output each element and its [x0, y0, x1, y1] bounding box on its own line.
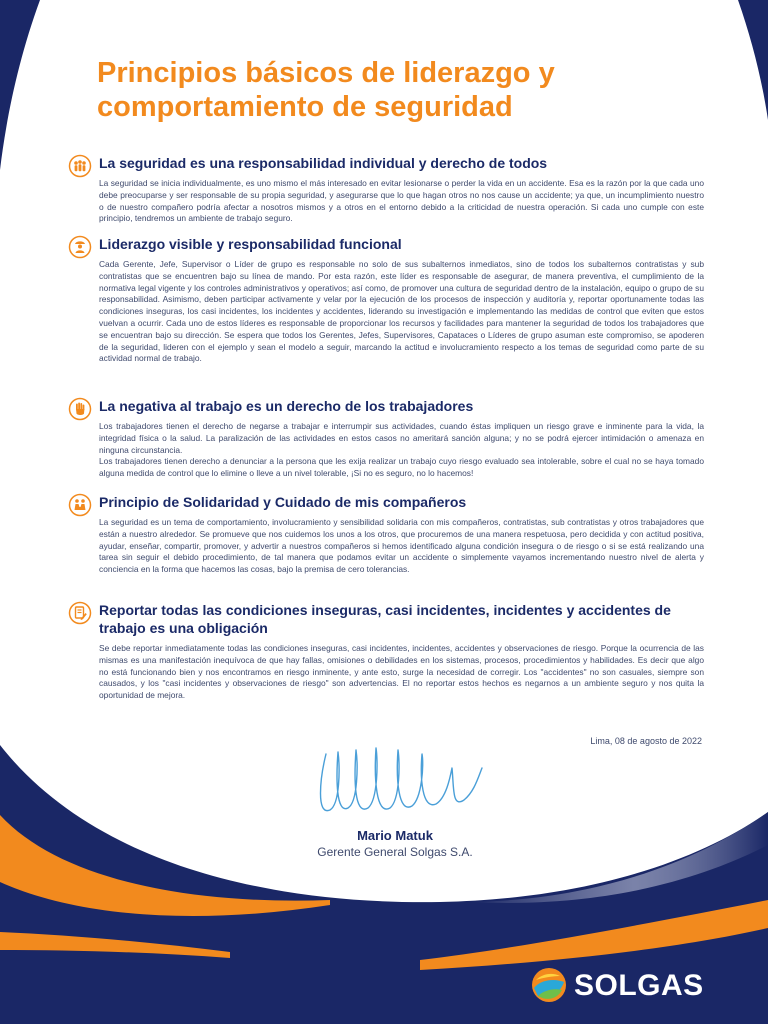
section-paragraph: Los trabajadores tienen derecho a denunciar a la persona que les exija realizar un trabajo cuyo riesgo evaluado sea intolerable, sobre el cual no se haya tomado alguna medida de control que lo elimine o lleve a un nivel tolerable, ¡Si no es seguro, no lo hacemos!: [99, 456, 704, 479]
section-body: [99, 517, 704, 576]
stop-hand-icon: [68, 397, 92, 421]
section-heading: Principio de Solidaridad y Cuidado de mis compañeros: [99, 494, 467, 510]
section-body: [99, 643, 704, 702]
principle-section-3: [68, 397, 704, 480]
section-heading: Reportar todas las condiciones inseguras, casi incidentes, incidentes y accidentes de trabajo es una obligación: [99, 602, 671, 636]
principle-section-1: [68, 154, 704, 225]
handwritten-signature: [318, 738, 488, 828]
section-heading: La negativa al trabajo es un derecho de los trabajadores: [99, 398, 474, 414]
solgas-logo: [530, 966, 730, 1006]
section-paragraph: Cada Gerente, Jefe, Supervisor o Líder de grupo es responsable no solo de sus subalternos inmediatos, sino de todos los subalternos contratistas y sub contratistas que se encuentren bajo su línea de mando. Por esta razón, este líder es responsable de asegurar, de manera preventiva, el cumplimiento de la normativa legal vigente y los controles administrativos y operativos; así como, de promover una cultura de seguridad dentro de la instalación, equipo o grupo de su responsabilidad. Asimismo, deben participar activamente y velar por la ejecución de los procesos de inspección y auditoría y, reportar oportunamente todas las condiciones inseguras, los casi incidentes, los incidentes y accidentes, liderando su investigación e implementando las medidas de control que eviten que estos vuelvan a ocurrir. Cada uno de estos líderes es responsable de proporcionar los recursos y facilidades para mantener la seguridad de todos los trabajadores que se encuentran bajo su dirección. Se espera que todos los Gerentes, Jefes, Supervisores, Capataces o Líderes de grupo asuman este compromiso, se apoderen de la seguridad, lideren con el ejemplo y sean el modelo a seguir, marcando la actitud e involucramiento respecto a los temas de seguridad como parte de su actividad normal de trabajo.: [99, 259, 704, 364]
people-icon: [68, 154, 92, 178]
section-paragraph: La seguridad es un tema de comportamiento, involucramiento y sensibilidad solidaria con mis compañeros, contratistas, sub contratistas y otros trabajadores que están a nuestro alrededor. Se promueve que nos cuidemos los unos a los otros, que procuremos de una manera respetuosa, pero decidida y con actitud positiva, ayudar, enseñar, compartir, promover, y advertir a nuestros compañeros si hemos identificado alguna condición insegura o de riesgo o si se está realizando una tarea sin seguir el debido procedimiento, de tal manera que podamos evitar un accidente o simplemente vayamos incrementando nuestro nivel de alerta y conciencia en la forma que hacemos las cosas, bajo la premisa de cero tolerancias.: [99, 517, 704, 575]
signer-block: [290, 828, 500, 860]
section-heading: Liderazgo visible y responsabilidad funcional: [99, 236, 402, 252]
principle-section-2: [68, 235, 704, 365]
solgas-logo-text: SOLGAS: [574, 969, 704, 1002]
section-body: [99, 178, 704, 225]
section-body: [99, 421, 704, 480]
section-paragraph: La seguridad se inicia individualmente, es uno mismo el más interesado en evitar lesionarse o perder la vida en un accidente. Esa es la razón por la que cada uno debe preocuparse y ser responsable de su propia seguridad, y asegurarse que lo que hagan otros no nos cause un accidente; ya que, un incumplimiento nuestro o de nuestro compañero podría afectar a nosotros mismos y a otros en el entorno debido a la criticidad de nuestra operación. Si cada uno cumple con este principio, tendremos un ambiente de trabajo seguro.: [99, 178, 704, 224]
principle-section-4: [68, 493, 704, 576]
signer-role: Gerente General Solgas S.A.: [317, 845, 473, 859]
solgas-logo-icon: [530, 966, 568, 1004]
principle-section-5: [68, 601, 704, 702]
document-date: Lima, 08 de agosto de 2022: [590, 736, 702, 746]
section-paragraph: Los trabajadores tienen el derecho de negarse a trabajar e interrumpir sus actividades, cuando éstas impliquen un riesgo grave e inminente para la vida, la integridad física o la salud. La paralización de las actividades en estos casos no ameritará sanción alguna; y no se podrá ejercer intimidación o amenaza en ninguna circunstancia.: [99, 421, 704, 455]
solidarity-icon: [68, 493, 92, 517]
section-body: [99, 259, 704, 365]
supervisor-icon: [68, 235, 92, 259]
section-paragraph: Se debe reportar inmediatamente todas las condiciones inseguras, casi incidentes, incidentes, accidentes y observaciones de riesgo. Porque la ocurrencia de las mismas es una manifestación inequívoca de que hay fallas, omisiones o debilidades en los sistemas, procesos, procedimientos y habilidades. Es decir que algo no está funcionando bien y nos encontramos en riesgo inminente, y ante esto, surge la necesidad de corregir. Los "accidentes" no son casuales, siempre son causados, y los "casi incidentes y observaciones de riesgo" son advertencias. El no reportar estos hechos es negarnos a un ambiente seguro y nos quita la oportunidad de mejora.: [99, 643, 704, 701]
title-line-2: comportamiento de seguridad: [97, 91, 513, 123]
report-icon: [68, 601, 92, 625]
page-title: [97, 56, 717, 124]
title-line-1: Principios básicos de liderazgo y: [97, 57, 555, 89]
section-heading: La seguridad es una responsabilidad individual y derecho de todos: [99, 155, 548, 171]
signer-name: Mario Matuk: [357, 828, 433, 843]
